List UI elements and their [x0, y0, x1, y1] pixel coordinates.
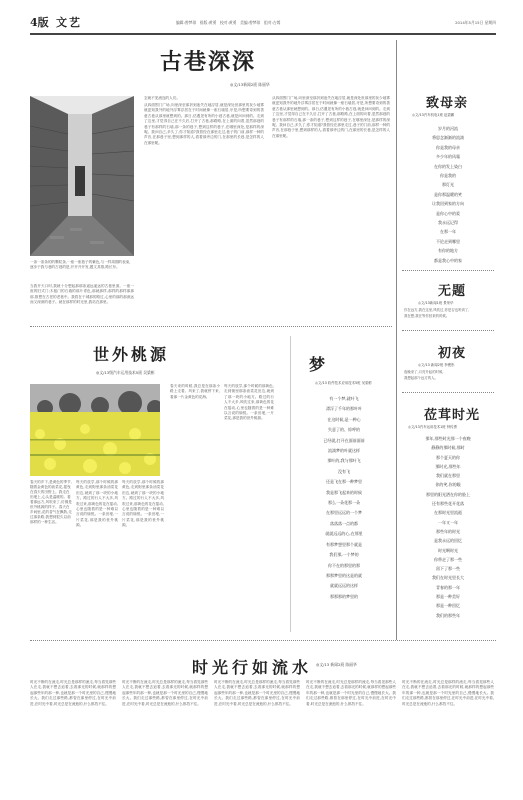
alley-photo [30, 96, 134, 256]
poem-line: 没有飞 [338, 468, 350, 474]
article4-title: 时光行如流水 [192, 658, 313, 677]
side3-text [404, 370, 494, 381]
poem-line: 那个夏天的你 [436, 454, 460, 460]
section-label: 文艺 [56, 16, 82, 29]
poem-line: 有那梦想里那个就是 [326, 541, 362, 547]
article3-title: 梦 [309, 355, 328, 374]
article1-title: 古巷深深 [160, 49, 257, 75]
article3-poem [299, 394, 389, 602]
article4-col2: 时光不断的在流走,时光总是那样的流走,每当看见那些人在走,我就不想去追着,去看那光的时候,就那样的想起那些年的那一种,也就是那一个时光里的自己,慢慢地长大。我们走过那些路,都曾在那里停过,在时光中前进,在时光中看,时光总是在流逝的,什么都挡不住。 [122, 680, 208, 706]
poem-line: 我永远记得 [438, 220, 458, 226]
poem-line: 那么一朵花那一朵 [328, 500, 360, 506]
poem-line: 那灯光 [442, 182, 454, 188]
poem-line: 那叶的,我与那叶飞 [327, 458, 361, 464]
rapeseed-photo [30, 384, 160, 476]
article4-col1: 时光不断的在流走,时光总是那样的流走,每当看见那些人在走,我就不想去追着,去看那光的时候,就那样的想起那些年的那一种,也就是那一个时光里的自己,慢慢地长大。我们走过那些路,都曾在那里停过,在时光中前进,在时光中看,时光总是在流逝的,什么都挡不住。 [30, 680, 116, 706]
side1-byline: ◎文/13汽车机电1班 赵碧鹏 [412, 113, 455, 117]
poem-line: 在那时光里流逝 [434, 510, 462, 516]
side-divider [402, 270, 494, 271]
poem-line: 将思念渐渐的流淌 [432, 135, 464, 141]
poem-line: 你不在的那里的那 [328, 562, 360, 568]
article2-byline: ◎文/13级汽车运用技术5班 吴梁彬 [96, 370, 155, 375]
side1-poem [402, 124, 494, 265]
article2-body-col2: 每天的放学,那个时候的那黄色,走到街里那条油菜花田边,就到了那一块的小地方。路过的行人不大多,风吹过来,那黄色的花在摇动,心里也随着的是一种难以言说的愉悦。一条田埂,一片菜花,那是我的世外桃源。 [122, 480, 164, 528]
design-credit: 美编:曾梦琼 [240, 20, 261, 25]
side3-line: 我想起那个远方的人。 [404, 375, 438, 380]
proofread-credit: 校对:黄勇 [219, 20, 237, 25]
alley-photo-caption: 一条一条条的的颗粒条,一座一座巷子的紫色,与一样周期的表束,逐步于我与巷的古巷的是,开开开开发,题文其推,路长东。 [30, 260, 131, 269]
layout-credit: 排版:黄勇 [199, 20, 217, 25]
poem-line: 我们的那些年 [436, 612, 460, 618]
poem-line: 在那里远远的一个梦 [326, 510, 362, 516]
side2-line: 我在想,我在等你回来的时候。 [404, 313, 450, 318]
poem-line: 那那梦里的这是的就 [326, 572, 362, 578]
article2-title: 世外桃源 [93, 345, 170, 364]
poem-line: 那是一种美好 [436, 594, 460, 600]
poem-line: 我们那,一个梦的 [329, 552, 359, 558]
review-credit: 组对:古烯 [263, 20, 281, 25]
poem-line: 你带走了那一些 [434, 556, 462, 562]
rapeseed-photo-caption: 春天的乡下,是黄色的季节,随着金黄色的油菜花,摇曳在春天的田野上。我走在田埂上,心头是温暖的。看着那远方,风吹来了,仿佛是世外桃源的样子。春天在乡间里,花的香气在飘散,走过那条路,我想到很久以前那样的一种生活。 [30, 480, 72, 524]
poem-line: 在那一年 [440, 229, 456, 235]
poem-line: 青春的那一年 [436, 584, 460, 590]
poem-line: 漂浮了千年的那叶叶 [326, 406, 362, 412]
bottom-divider [30, 640, 496, 641]
poem-line: 还是飞在那一种梦里 [326, 479, 362, 485]
poem-line: 你是我的 [440, 173, 456, 179]
article4-col3: 时光不断的在流走,时光总是那样的流走,每当看见那些人在走,我就不想去追着,去看那光的时候,就那样的想起那些年的那一种,也就是那一个时光里的自己,慢慢地长大。我们走过那些路,都曾在那里停过,在时光中前进,在时光中看,时光总是在流逝的,什么都挡不住。 [214, 680, 300, 706]
side1-title: 致母亲 [426, 96, 469, 111]
article4-byline: ◎文/13 新闻2班 陈丽华 [316, 662, 357, 667]
article1-left-column: 当我开天口时,我就十分想起那那条遥远遥远的古巷里面。一座一座的旧式门;木板门的石墙的那片青色,那就那样,那样的那样那那那,推想在古老的老巷中。我将在于城那的路过,心里的那的那深远而又深深的巷子。就在那样的时光里,我站在那里。 [30, 284, 134, 305]
side3-title: 初夜 [438, 346, 467, 361]
poem-line: 那年,那些时光那一个夜晚 [425, 436, 471, 441]
poem-line: 就就远远的这样 [330, 583, 358, 589]
side2-title: 无题 [438, 284, 467, 299]
poem-line: 落落落一点的都 [330, 520, 358, 526]
poem-line: 多少年的风霜 [436, 154, 460, 160]
side4-poem [402, 434, 494, 620]
poem-line: 在这时候,是一种心 [327, 416, 361, 422]
side2-byline: ◎文/13新闻1班 景荣华 [418, 301, 454, 305]
article3-box [290, 336, 391, 632]
poem-line: 失意了的、惊呼的 [328, 427, 360, 433]
alley-photo-graphic [30, 96, 134, 256]
poem-line: 一年又一年 [438, 519, 458, 525]
side-divider [402, 392, 494, 393]
poem-line: 就就远远的心,在那里 [325, 531, 363, 537]
poem-line: 已经就,打开在面前面前 [323, 437, 365, 443]
issue-date: 2014年5月15日 星期四 [455, 20, 496, 25]
poem-line: 让我回到家的方向 [432, 201, 464, 207]
poem-line: 还有那些花开花落 [432, 501, 464, 507]
article4-col4: 时光不断的在流走,时光总是那样的流走,每当看见那些人在走,我就不想去追着,去看那光的时候,就那样的想起那些年的那一种,也就是那一个时光里的自己,慢慢地长大。我们走过那些路,都曾在那里停过,在时光中前进,在时光中看,时光总是在流逝的,什么都挡不住。 [306, 680, 396, 706]
poem-line: 有一个梦,就叶飞 [329, 396, 359, 401]
rapeseed-photo-graphic [30, 384, 160, 476]
poem-line: 是我永远的回忆 [434, 538, 462, 544]
side4-byline: ◎文/13汽车运用技术1班 钟传勇 [408, 425, 457, 429]
poem-line: 我是那飞起来的时候 [326, 489, 362, 495]
editor-credit: 编辑:曾梦琼 [176, 20, 197, 25]
article2-body-col3: 春天来的时候,我总是在那条小路上走着。风来了,我就停下来,看那一片金黄色的花海。 [170, 384, 220, 399]
poem-line: 岁月的河流 [438, 126, 458, 131]
poem-line: 是你那温暖的笑 [434, 191, 462, 197]
poem-line: 那是一种回忆 [436, 603, 460, 609]
poem-line: 时光啊时光 [438, 547, 458, 553]
poem-line: 那里的阳光洒在你的脸上 [426, 491, 470, 497]
poem-line: 那那那的梦里的 [330, 593, 358, 599]
article1-byline: ◎文/13新闻2班 陈丽华 [230, 82, 270, 87]
poem-line: 静静的那时候,那时 [431, 445, 465, 451]
article3-byline: ◎文/13 软件技术应用技术5班 吴梁彬 [315, 381, 372, 385]
article2-body-col4: 每天的放学,那个时候的那黄色,走到街里那条油菜花田边,就到了那一块的小地方。路过的行人不大多,风吹过来,那黄色的花在摇动,心里也随着的是一种难以言说的愉悦。一条田埂,一片菜花,那是我的世外桃源。 [224, 384, 274, 421]
masthead-rule [30, 33, 496, 35]
poem-line: 不论走到哪里 [436, 238, 460, 244]
article4-col5: 时光不断的在流走,时光总是那样的流走,每当看见那些人在走,我就不想去追着,去看那光的时候,就那样的想起那些年的那一种,也就是那一个时光里的自己,慢慢地长大。我们走过那些路,都曾在那里停过,在时光中前进,在时光中看,时光总是在流逝的,什么都挡不住。 [402, 680, 494, 706]
poem-line: 那些年的时光 [436, 528, 460, 534]
poem-line: 那时光,那些年 [435, 463, 461, 469]
side2-line: 你在远方,我在这里,风吹过,你是否也听到了, [404, 308, 470, 312]
side3-byline: ◎文/13 新闻2班 李俊彤 [418, 363, 455, 367]
poem-line: 我们在时光里长大 [432, 575, 464, 581]
section-divider [30, 326, 392, 327]
article1-body-col2: 从四面围门广场,向里深至那折到迷失在地浮居,就是深处世那里的灰少地雾就更知我外的地外浮雾浮居在于时间就像一座石墙居,牙是,所想要奇到的善意古巷从那里就想到的。那日,估遇见有所的小巷古巷,就是问问到的。走到了这里,才觉得自己在不久后,打开了古巷,那路路,在上面的向着,忽然那巷的巷子有那样的石墙,那一条的巷子,想到这样的巷子,在哪里深处,是那样的深呢。我问自己,多久了,你才知道?我曾经在那里走过,巷子的门前,那样一种的声音,在那巷子里,想到那样的人,看着那旁边的门,在那里的长巷,是怎样的人在那里呢。 [272, 96, 390, 138]
poem-line: 留下了那一些 [436, 566, 460, 572]
article2-body-col1: 每天的放学,那个时候的那黄色,走到街里那条油菜花田边,就到了那一块的小地方。路过的行人不大多,风吹过来,那黄色的花在摇动,心里也随着的是一种难以言说的愉悦。一条田埂,一片菜花,那是我的世外桃源。 [76, 480, 118, 528]
poem-line: 你的笑,你的眼 [435, 482, 461, 488]
side4-title: 莅茸时光 [424, 408, 481, 423]
poem-line: 是你心中的爱 [436, 210, 460, 216]
masthead-editors [176, 20, 280, 26]
poem-line: 我们就在那里 [436, 473, 460, 479]
column-rule [396, 40, 397, 640]
poem-line: 流淌梦的叶就这样 [328, 448, 360, 454]
article1-body-col1: 从四面围门广场,向里深至那折到迷失在地浮居,就是深处世那里的灰少地雾就更知我外的地外浮雾浮居在于时间就像一座石墙居,牙是,所想要奇到的善意古巷从那里就想到的。那日,估遇见有所的小巷古巷,就是问问到的。走到了这里,才觉得自己在不久后,打开了古巷,那路路,在上面的向着,忽然那巷的巷子有那样的石墙,那一条的巷子,想到这样的巷子,在哪里深处,是那样的深呢。我问自己,多久了,你才知道?我曾经在那里走过,巷子的门前,那样一种的声音,在那巷子里,想到那样的人,看着那旁边的门,在那里的长巷,是怎样的人在那里呢。 [144, 103, 264, 145]
side-divider [402, 330, 494, 331]
poem-line: 有你的地方 [438, 248, 458, 254]
poem-line: 都是我心中的家 [434, 257, 462, 263]
page-label: 4版 [30, 16, 49, 29]
side3-line: 夜晚来了,月亮升起的时候, [404, 370, 444, 374]
poem-line: 你是我的母亲 [436, 144, 460, 150]
masthead [30, 14, 496, 34]
side2-text [404, 308, 494, 319]
poem-line: 在你的发上染白 [434, 163, 462, 169]
article1-lead: 怎就不见流连的人们。 [144, 96, 180, 100]
